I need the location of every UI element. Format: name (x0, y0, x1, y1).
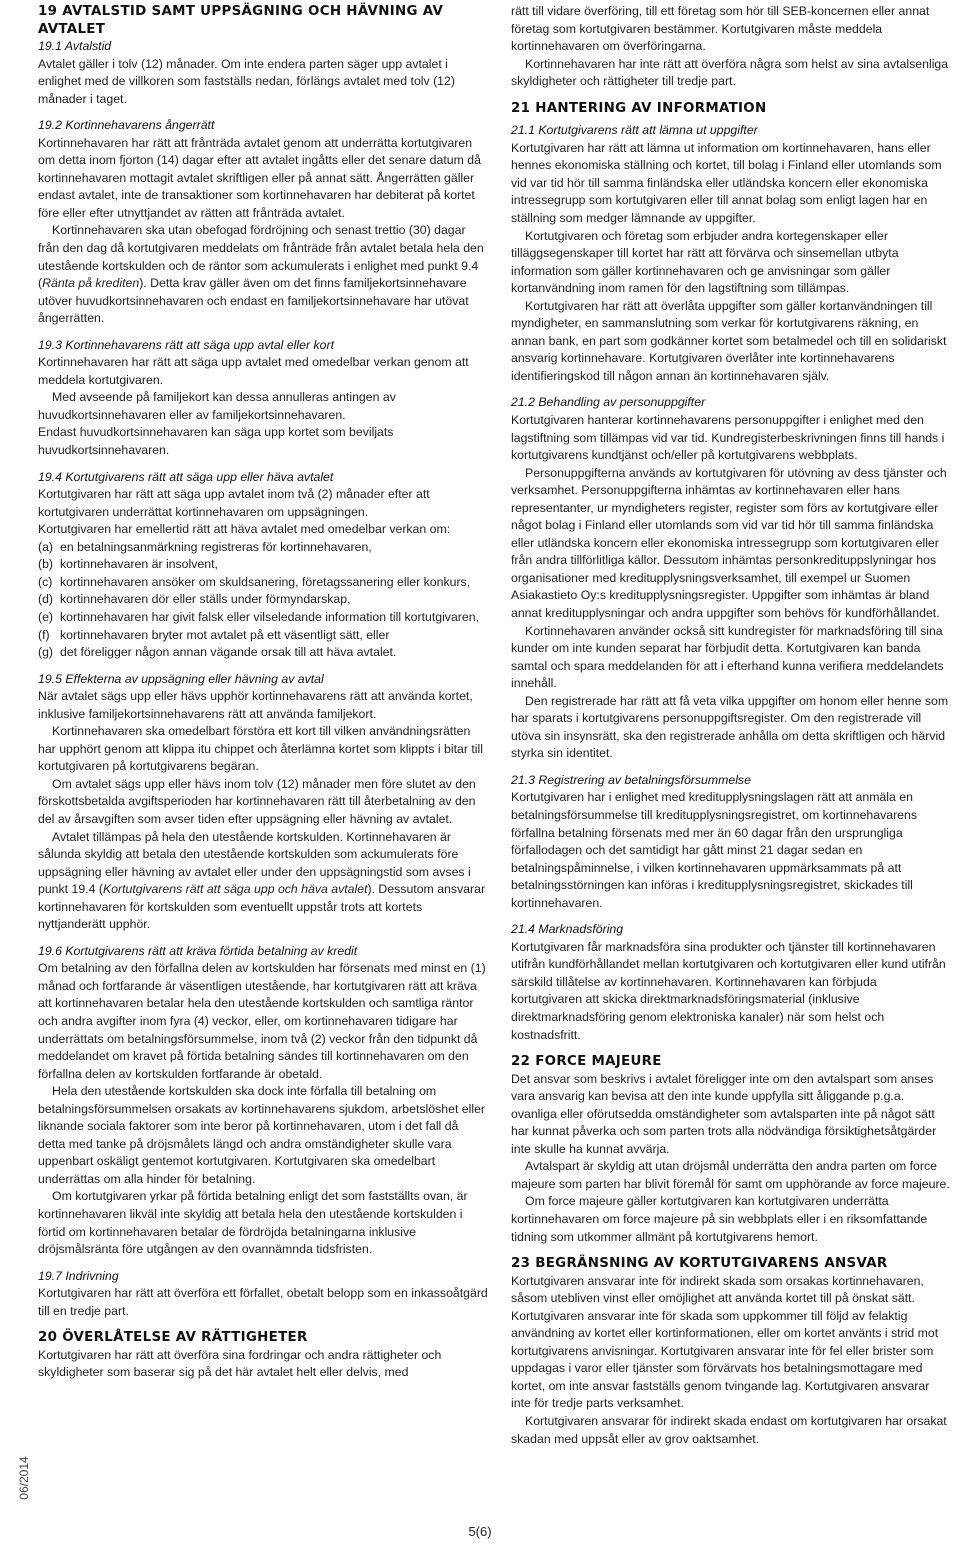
section-19-2-heading: 19.2 Kortinnehavarens ångerrätt (38, 118, 215, 133)
section-19-5-heading: 19.5 Effekterna av uppsägning eller hävning av avtal (38, 671, 324, 686)
section-19-1-heading: 19.1 Avtalstid (38, 39, 112, 53)
section-19-3-text-1: Kortinnehavaren har rätt att säga upp avtalet med omedelbar verkan genom att meddela kortutgivaren. (38, 355, 469, 387)
section-19-3-text-2: Med avseende på familjekort kan dessa annulleras antingen av huvudkortsinnehavaren eller av familjekortsinnehavaren. (38, 390, 396, 422)
list-item: (d) kortinnehavaren dör eller ställs under förmyndarskap, (38, 592, 351, 607)
section-20-title: 20 ÖVERLÅTELSE AV RÄTTIGHETER (38, 1330, 308, 1346)
right-column (511, 3, 951, 1448)
section-22-text-1: Det ansvar som beskrivs i avtalet föreligger inte om den avtalspart som anses vara ansvarig kan bevisa att den inte kunde uppfylla sitt åliggande p.g.a. ovanliga eller oförutsedda omständigheter som avtalsparten inte på något sätt har kunnat påverka och som parten trots alla nödvändiga försiktighetsåtgärder inte skulle ha kunnat avvärja. (511, 1071, 937, 1156)
section-19-4-text-1: Kortutgivaren har rätt att säga upp avtalet inom två (2) månader efter att kortutgivaren underrättat kortinnehavaren om uppsägningen. (38, 487, 430, 519)
list-item: (b) kortinnehavaren är insolvent, (38, 557, 218, 572)
section-21-1-text-3: Kortutgivaren har rätt att överlåta uppgifter som gäller kortanvändningen till myndigheter, en sammanslutning som verkar för kortutgivarens räkning, en annan bank, en part som godkänner kortet som betalmedel och till en solidariskt ansvarig kortinnehavare. Kortutgivaren överlåter inte kortinnehavarens identifieringskod till någon annan än kortinnehavaren själv. (511, 298, 947, 383)
list-item: (f) kortinnehavaren bryter mot avtalet på ett väsentligt sätt, eller (38, 627, 390, 642)
section-19-3-heading: 19.3 Kortinnehavarens rätt att säga upp avtal eller kort (38, 337, 334, 352)
section-21-4-text: Kortutgivaren får marknadsföra sina produkter och tjänster till kortinnehavaren utifrån kundförhållandet mellan kortutgivaren och kortutgivaren eller kund utifrån särskild tillåtelse av kortinnehavaren. Kortinnehavaren kan förbjuda kortutgivaren att skicka direktmarknadsföringsmaterial (inklusive direktmarknadsföring genom elektroniska kanaler) när som helst och kostnadsfritt. (511, 939, 946, 1042)
list-item: (c) kortinnehavaren ansöker om skuldsanering, företagssanering eller konkurs, (38, 574, 471, 589)
list-item: (g) det föreligger någon annan vägande orsak till att häva avtalet. (38, 645, 397, 660)
section-23-title: 23 BEGRÄNSNING AV KORTUTGIVARENS ANSVAR (511, 1256, 888, 1272)
section-23-text-2: Kortutgivaren ansvarar för indirekt skada endast om kortutgivaren har orsakat skadan med uppsåt eller av grov oaktsamhet. (511, 1413, 947, 1446)
section-21-2-heading: 21.2 Behandling av personuppgifter (511, 395, 706, 410)
section-21-title: 21 HANTERING AV INFORMATION (511, 100, 767, 116)
section-19-title: 19 AVTALSTID SAMT UPPSÄGNING OCH HÄVNING AV AVTALET (38, 4, 444, 37)
section-23-text-1: Kortutgivaren ansvarar inte för indirekt skada som orsakas kortinnehavaren, såsom utebliven vinst eller omöjlighet att använda kortet till på önskat sätt. Kortutgivaren ansvarar inte för skada som uppkommer till följd av felaktig användning av kortet eller kortinformationen, eller om kortet använts i strid mot kortutgivarens anvisningar. Kortutgivaren ansvarar inte för fel eller brister som uppdagas i varor eller tjänster som förvärvats hos betalningsmottagare med kortet, om inte ansvar fastställs genom tvingande lag. Kortutgivaren ansvarar inte för tredje parts verksamhet. (511, 1273, 939, 1411)
section-19-5-text-4: Avtalet tillämpas på hela den utestående kortskulden. Kortinnehavaren är sålunda skyldig att betala den utestående kortskulden som ackumulerats före uppsägning eller hävning av avtalet eller under den uppsägningstid som avses i punkt 19.4 (Kortutgivarens rätt att säga upp och häva avtalet). Dessutom ansvarar kortinnehavaren för kortskulden som eventuellt uppstår trots att kortets nyttjanderätt upphör. (38, 829, 486, 932)
termination-grounds-list (38, 539, 488, 662)
section-19-7-text: Kortutgivaren har rätt att överföra ett förfallet, obetalt belopp som en inkassoåtgärd till en tredje part. (38, 1286, 488, 1318)
section-19-2-text-1: Kortinnehavaren har rätt att frånträda avtalet genom att underrätta kortutgivaren om detta inom fjorton (14) dagar efter att avtalet ingåtts eller det senare datum då kortinnehavaren mottagit avtalet skriftligen eller på annat sätt. Ångerrätten gäller endast avtalet, inte de transaktioner som kortinnehavaren har debiterat på kortet före eller efter utnyttjandet av rätten att frånträda avtalet. (38, 135, 481, 220)
section-20-continued-text-2: Kortinnehavaren har inte rätt att överföra några som helst av sina avtalsenliga skyldigheter och rättigheter till tredje part. (511, 56, 949, 89)
list-item: (e) kortinnehavaren har givit falsk eller vilseledande information till kortutgivaren, (38, 609, 479, 624)
section-21-2-text-4: Den registrerade har rätt att få veta vilka uppgifter om honom eller henne som har sparats i kortutgivarens personuppgiftsregister. Om den registrerade vill utöva sin insynsrätt, ska den registrerade anhålla om detta skriftligen och härvid styrka sin identitet. (511, 693, 949, 761)
section-19-4-heading: 19.4 Kortutgivarens rätt att säga upp eller häva avtalet (38, 469, 334, 484)
section-19-5-text-2: Kortinnehavaren ska omedelbart förstöra ett kort till vilken användningsrätten har upphört genom att klippa itu chippet och återlämna kortet som klippts i bitar till kortutgivaren på kortutgivarens begäran. (38, 724, 483, 774)
section-19-1-text: Avtalet gäller i tolv (12) månader. Om inte endera parten säger upp avtalet i enlighet med de villkoren som fastställs nedan, förlängs avtalet med tolv (12) månader i taget. (38, 56, 455, 106)
section-19-6-text-1: Om betalning av den förfallna delen av kortskulden har försenats med minst en (1) månad och fortfarande är väsentligen utestående, har kortutgivaren rätt att kräva att kortinnehavaren betalar hela den utestående kortskulden och samtliga räntor och andra avgifter inom fyra (4) veckor, eller, om kortinnehavaren tidigare har underrättats om betalningsförsummelse, inom två (2) veckor från den tidpunkt då meddelandet om kravet på förtida betalning sändes till kortinnehavaren om den förfallna delen av kortskulden fortfarande är obetald. (38, 961, 486, 1081)
section-21-1-text-1: Kortutgivaren har rätt att lämna ut information om kortinnehavaren, hans eller hennes ekonomiska ställning och kortet, till bolag i Finland eller utomlands som vid var tid hör till samma finländska eller utländska koncern eller ekonomiska intressegrupp som kortutgivaren eller till annat bolag som enligt lagen har en ställning som medger lämnande av uppgifter. (511, 140, 942, 225)
section-22-text-2: Avtalspart är skyldig att utan dröjsmål underrätta den andra parten om force majeure som parten har blivit föremål för samt om upphörande av force majeure. (511, 1159, 950, 1191)
document-date: 06/2014 (17, 1456, 31, 1500)
section-21-3-heading: 21.3 Registrering av betalningsförsummelse (511, 772, 751, 787)
section-21-1-heading: 21.1 Kortutgivarens rätt att lämna ut uppgifter (511, 123, 758, 138)
section-20-continued-text-1: rätt till vidare överföring, till ett företag som hör till SEB-koncernen eller annat företag som kortutgivaren bestämmer. Kortutgivaren måste meddela kortinnehavaren om överföringarna. (511, 4, 930, 54)
left-column (38, 3, 488, 1382)
section-19-5-text-3: Om avtalet sägs upp eller hävs inom tolv (12) månader men före slutet av den förskottsbetalda avgiftsperioden har kortinnehavaren rätt till återbetalning av den del av årsavgiften som avser tiden efter uppsägning eller hävning av avtalet. (38, 776, 476, 826)
section-21-1-text-2: Kortutgivaren och företag som erbjuder andra kortegenskaper eller tilläggsegenskaper till kortet har rätt att förvärva och sinsemellan utbyta information som gäller kortinnehavaren och ge anvisningar som gäller kortanvändning inom ramen för den lagstiftning som tillämpas. (511, 228, 899, 296)
section-19-6-text-2: Hela den utestående kortskulden ska dock inte förfalla till betalning om betalningsförsummelsen orsakats av kortinnehavarens sjukdom, arbetslöshet eller liknande sociala faktorer som inte beror på kortinnehavaren, utom i det fall då detta med tanke på dröjsmålets längd och andra omständigheter skulle vara uppenbart oskäligt gentemot kortutgivaren. Kortutgivaren ska omedelbart underrättas om alla hinder för betalning. (38, 1084, 486, 1186)
section-21-3-text: Kortutgivaren har i enlighet med kreditupplysningslagen rätt att anmäla en betalningsförsummelse till kreditupplysningsregistret, om kortinnehavarens förfallna betalning försenats med mer än 60 dagar från den ursprungliga förfallodagen och det samtidigt har gått minst 21 dagar sedan en betalningspåminnelse, i vilken kortinnehavaren uppmärksammats på att betalningsstörningen kan införas i kreditupplysningsregistret, skickades till kortinnehavaren. (511, 790, 917, 910)
section-19-6-text-3: Om kortutgivaren yrkar på förtida betalning enligt det som fastställts ovan, är kortinnehavaren likväl inte skyldig att betala hela den utestående kortskulden i förtid om kortinnehavaren betalar de fördröjda betalningarna inklusive dröjsmålsränta före utgången av den ovannämnda tidsfristen. (38, 1189, 468, 1257)
section-20-text: Kortutgivaren har rätt att överföra sina fordringar och andra rättigheter och skyldigheter som baserar sig på det här avtalet helt eller delvis, med (38, 1347, 442, 1380)
page-number: 5(6) (468, 1524, 492, 1539)
section-21-2-text-1: Kortutgivaren hanterar kortinnehavarens personuppgifter i enlighet med den lagstiftning som tillämpas vid var tid. Kundregisterbeskrivningen finns till hands i kortutgivarens kundtjänst och/eller på kortutgivarens webbplats. (511, 412, 945, 463)
section-22-text-3: Om force majeure gäller kortutgivaren kan kortutgivaren underrätta kortinnehavaren om force majeure på sin webbplats eller i en riksomfattande tidning som utkommer allmänt på kortutgivarens hemort. (511, 1194, 928, 1244)
section-19-5-text-1: När avtalet sägs upp eller hävs upphör kortinnehavarens rätt att använda kortet, inklusive familjekortsinnehavarens rätt att använda familjekort. (38, 689, 473, 721)
section-21-4-heading: 21.4 Marknadsföring (511, 922, 624, 937)
section-19-2-text-2: Kortinnehavaren ska utan obefogad fördröjning och senast trettio (30) dagar från den dag då kortutgivaren meddelats om frånträde från avtalet betala hela den utestående kortskulden och de räntor som ackumulerats i enlighet med punkt 9.4 (Ränta på krediten). Detta krav gäller även om det finns familjekortsinnehavare utöver huvudkortsinnehavaren och endast en familjekortsinnehavare har utövat ångerrätten. (38, 223, 484, 326)
section-19-4-text-2: Kortutgivaren har emellertid rätt att häva avtalet med omedelbar verkan om: (38, 522, 451, 537)
section-19-3-text-3: Endast huvudkortsinnehavaren kan säga upp kortet som beviljats huvudkortsinnehavaren. (38, 425, 394, 458)
section-22-title: 22 FORCE MAJEURE (511, 1054, 662, 1070)
section-21-2-text-2: Personuppgifterna används av kortutgivaren för utövning av dess tjänster och verksamhet. Personuppgifterna inhämtas av kortinnehavaren eller hans representanter, ur myndigheters register, register som förs av kortutgivare eller något bolag i Finland eller utomlands som vid var tid hör till samma finländska eller utländska koncern eller ekonomiska intressegrupp som kortutgivaren eller från andra tillförlitliga källor. Dessutom inhämtas personkredituppslyningar hos organisationer med kreditupplysningsverksamhet, till exempel ur Suomen Asiakastieto Oy:s kreditupplysningsregister. Uppgifter som inhämtas är bland annat kreditupplysningar och andra uppgifter som behövs för kundförhållandet. (511, 465, 947, 620)
section-19-7-heading: 19.7 Indrivning (38, 1268, 119, 1283)
section-19-6-heading: 19.6 Kortutgivarens rätt att kräva förtida betalning av kredit (38, 943, 358, 958)
list-item: (a) en betalningsanmärkning registreras för kortinnehavaren, (38, 539, 372, 554)
section-21-2-text-3: Kortinnehavaren använder också sitt kundregister för marknadsföring till sina kunder om inte kunden separat har förbjudit detta. Kortutgivaren kan banda samtal och spara meddelanden för att i efterhand kunna verifiera meddelandets innehåll. (511, 623, 944, 691)
